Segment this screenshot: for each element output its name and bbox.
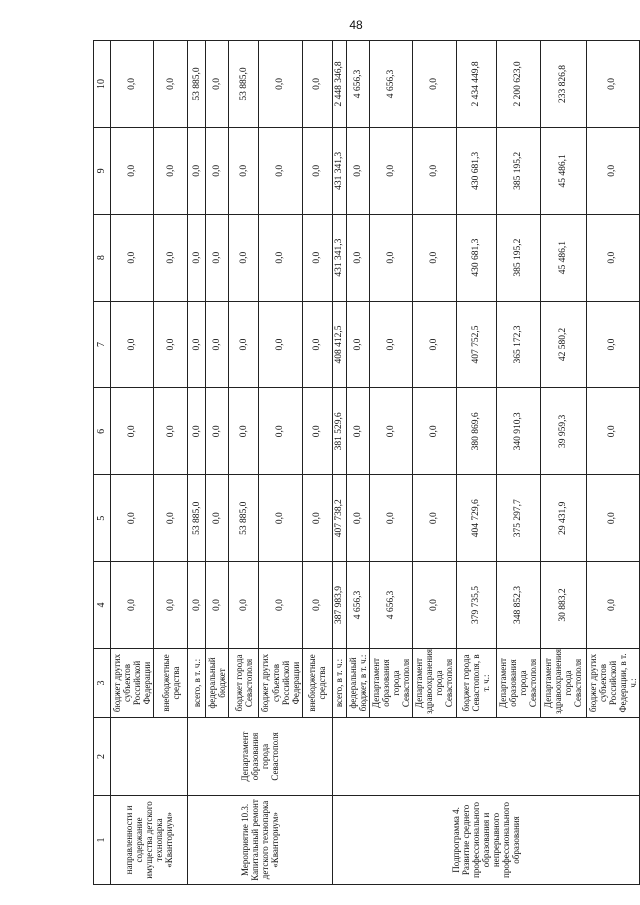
amount-cell: 0,0 — [111, 214, 154, 301]
amount-cell: 53 885,0 — [188, 475, 206, 562]
amount-cell: 365 172,3 — [496, 301, 540, 388]
amount-cell: 0,0 — [111, 388, 154, 475]
amount-cell: 0,0 — [229, 214, 259, 301]
amount-cell: 0,0 — [586, 301, 639, 388]
funding-source-cell: Департамент образования города Севастополя — [496, 648, 540, 717]
executor-cell — [111, 718, 188, 796]
amount-cell: 0,0 — [346, 301, 369, 388]
amount-cell: 0,0 — [229, 301, 259, 388]
amount-cell: 53 885,0 — [229, 41, 259, 128]
amount-cell: 0,0 — [369, 388, 412, 475]
amount-cell: 404 729,6 — [456, 475, 496, 562]
amount-cell: 2 434 449,8 — [456, 41, 496, 128]
amount-cell: 385 195,2 — [496, 127, 540, 214]
amount-cell: 0,0 — [188, 127, 206, 214]
amount-cell: 42 580,2 — [540, 301, 586, 388]
amount-cell: 0,0 — [154, 301, 188, 388]
amount-cell: 0,0 — [206, 301, 229, 388]
amount-cell: 0,0 — [413, 388, 456, 475]
amount-cell: 0,0 — [413, 41, 456, 128]
amount-cell: 233 826,8 — [540, 41, 586, 128]
amount-cell: 0,0 — [346, 214, 369, 301]
amount-cell: 30 883,2 — [540, 562, 586, 649]
program-name-cell: Подпрограмма 4. Развитие среднего профессионального образования и непрерывного профессионального образования — [332, 795, 639, 884]
amount-cell: 0,0 — [154, 214, 188, 301]
amount-cell: 380 869,6 — [456, 388, 496, 475]
header-cell: 3 — [94, 648, 111, 717]
amount-cell: 431 341,3 — [332, 214, 346, 301]
amount-cell: 375 297,7 — [496, 475, 540, 562]
amount-cell: 0,0 — [413, 214, 456, 301]
amount-cell: 53 885,0 — [229, 475, 259, 562]
funding-source-cell: бюджет других субъектов Российской Федерации — [259, 648, 302, 717]
amount-cell: 0,0 — [259, 562, 302, 649]
amount-cell: 0,0 — [586, 214, 639, 301]
program-name-cell: направленности и содержание имущества детского технопарка «Кванториум» — [111, 795, 188, 884]
funding-source-cell: Департамент здравоохранения города Севастополя — [413, 648, 456, 717]
amount-cell: 407 752,5 — [456, 301, 496, 388]
funding-source-cell: всего, в т. ч.: — [188, 648, 206, 717]
amount-cell: 0,0 — [111, 127, 154, 214]
header-cell: 10 — [94, 41, 111, 128]
funding-source-cell: всего, в т. ч.: — [332, 648, 346, 717]
table-body — [111, 41, 640, 885]
amount-cell: 0,0 — [229, 127, 259, 214]
amount-cell: 0,0 — [302, 214, 332, 301]
page-number: 48 — [349, 18, 363, 32]
funding-source-cell: внебюджетные средства — [302, 648, 332, 717]
amount-cell: 0,0 — [586, 388, 639, 475]
funding-source-cell: внебюджетные средства — [154, 648, 188, 717]
header-cell: 1 — [94, 795, 111, 884]
amount-cell: 0,0 — [413, 127, 456, 214]
amount-cell: 385 195,2 — [496, 214, 540, 301]
header-cell: 7 — [94, 301, 111, 388]
amount-cell: 0,0 — [346, 388, 369, 475]
amount-cell: 431 341,3 — [332, 127, 346, 214]
amount-cell: 0,0 — [111, 301, 154, 388]
amount-cell: 0,0 — [206, 475, 229, 562]
amount-cell: 0,0 — [259, 127, 302, 214]
header-cell: 8 — [94, 214, 111, 301]
amount-cell: 0,0 — [206, 127, 229, 214]
amount-cell: 0,0 — [369, 127, 412, 214]
amount-cell: 0,0 — [154, 388, 188, 475]
amount-cell: 0,0 — [206, 562, 229, 649]
amount-cell: 0,0 — [586, 562, 639, 649]
amount-cell: 430 681,3 — [456, 127, 496, 214]
amount-cell: 0,0 — [154, 41, 188, 128]
amount-cell: 0,0 — [302, 388, 332, 475]
amount-cell: 45 486,1 — [540, 214, 586, 301]
table-wrapper — [93, 40, 638, 885]
amount-cell: 0,0 — [369, 214, 412, 301]
amount-cell: 0,0 — [229, 562, 259, 649]
amount-cell: 0,0 — [259, 41, 302, 128]
amount-cell: 4 656,3 — [369, 41, 412, 128]
amount-cell: 0,0 — [111, 41, 154, 128]
program-name-cell: Мероприятие 10.3. Капитальный ремонт детского технопарка «Кванториум» — [188, 795, 332, 884]
funding-source-cell: бюджет города Севастополя, в т. ч.: — [456, 648, 496, 717]
amount-cell: 0,0 — [302, 301, 332, 388]
amount-cell: 407 738,2 — [332, 475, 346, 562]
amount-cell: 2 200 623,0 — [496, 41, 540, 128]
amount-cell: 0,0 — [229, 388, 259, 475]
amount-cell: 4 656,3 — [369, 562, 412, 649]
amount-cell: 0,0 — [259, 475, 302, 562]
amount-cell: 387 983,9 — [332, 562, 346, 649]
table-row — [188, 41, 206, 885]
funding-source-cell: федеральный бюджет — [206, 648, 229, 717]
amount-cell: 0,0 — [206, 214, 229, 301]
amount-cell: 0,0 — [259, 301, 302, 388]
amount-cell: 0,0 — [154, 562, 188, 649]
amount-cell: 0,0 — [188, 214, 206, 301]
table-row — [111, 41, 154, 885]
table-row — [332, 41, 346, 885]
amount-cell: 0,0 — [259, 388, 302, 475]
amount-cell: 0,0 — [413, 562, 456, 649]
amount-cell: 29 431,9 — [540, 475, 586, 562]
amount-cell: 0,0 — [188, 388, 206, 475]
amount-cell: 0,0 — [586, 41, 639, 128]
amount-cell: 408 412,5 — [332, 301, 346, 388]
amount-cell: 0,0 — [369, 301, 412, 388]
amount-cell: 2 448 346,8 — [332, 41, 346, 128]
amount-cell: 0,0 — [346, 475, 369, 562]
amount-cell: 0,0 — [586, 127, 639, 214]
amount-cell: 0,0 — [413, 301, 456, 388]
amount-cell: 381 529,6 — [332, 388, 346, 475]
amount-cell: 45 486,1 — [540, 127, 586, 214]
funding-source-cell: бюджет других субъектов Российской Федерации — [111, 648, 154, 717]
amount-cell: 0,0 — [206, 41, 229, 128]
amount-cell: 0,0 — [111, 475, 154, 562]
header-cell: 4 — [94, 562, 111, 649]
header-cell: 6 — [94, 388, 111, 475]
amount-cell: 4 656,3 — [346, 562, 369, 649]
funding-source-cell: федеральный бюджет, в т. ч.: — [346, 648, 369, 717]
amount-cell: 0,0 — [302, 562, 332, 649]
header-row — [94, 41, 111, 885]
amount-cell: 0,0 — [206, 388, 229, 475]
amount-cell: 0,0 — [346, 127, 369, 214]
amount-cell: 0,0 — [369, 475, 412, 562]
budget-table — [93, 40, 640, 885]
amount-cell: 340 910,3 — [496, 388, 540, 475]
header-cell: 5 — [94, 475, 111, 562]
amount-cell: 0,0 — [154, 475, 188, 562]
executor-cell: Департамент образования города Севастополя — [188, 718, 332, 796]
amount-cell: 379 735,5 — [456, 562, 496, 649]
funding-source-cell: Департамент образования города Севастополя — [369, 648, 412, 717]
amount-cell: 0,0 — [259, 214, 302, 301]
amount-cell: 348 852,3 — [496, 562, 540, 649]
amount-cell: 0,0 — [154, 127, 188, 214]
amount-cell: 0,0 — [188, 562, 206, 649]
amount-cell: 0,0 — [111, 562, 154, 649]
amount-cell: 0,0 — [188, 301, 206, 388]
amount-cell: 0,0 — [586, 475, 639, 562]
amount-cell: 0,0 — [302, 41, 332, 128]
amount-cell: 39 959,3 — [540, 388, 586, 475]
funding-source-cell: бюджет других субъектов Российской Федерации, в т. ч.: — [586, 648, 639, 717]
header-cell: 9 — [94, 127, 111, 214]
funding-source-cell: бюджет города Севастополя — [229, 648, 259, 717]
rotated-table-frame — [93, 40, 638, 885]
amount-cell: 4 656,3 — [346, 41, 369, 128]
amount-cell: 0,0 — [413, 475, 456, 562]
header-cell: 2 — [94, 718, 111, 796]
amount-cell: 53 885,0 — [188, 41, 206, 128]
funding-source-cell: Департамент здравоохранения города Севастополя — [540, 648, 586, 717]
amount-cell: 0,0 — [302, 127, 332, 214]
amount-cell: 430 681,3 — [456, 214, 496, 301]
amount-cell: 0,0 — [302, 475, 332, 562]
executor-cell — [332, 718, 639, 796]
